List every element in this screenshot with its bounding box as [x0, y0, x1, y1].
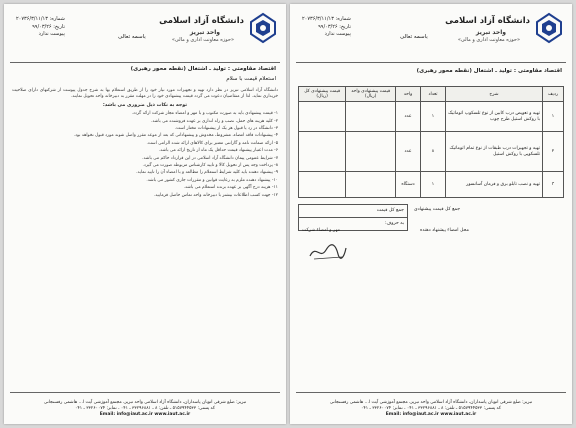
- col-header-description: شرح: [446, 87, 543, 102]
- greeting: استعلام قیمت با سلام: [226, 76, 276, 82]
- total-box: [298, 204, 408, 231]
- header-divider: [10, 62, 280, 63]
- letter-subject: اقتصاد مقاومتی : تولید ـ اشتغال (نقطه محور رهبری): [416, 68, 562, 74]
- item-unit: عدد: [396, 132, 421, 172]
- col-header-unit: واحد: [396, 87, 421, 102]
- letter-date: ۹۹/۰۳/۲۶: [318, 23, 338, 30]
- clause: ۴- پیشنهادات فاقد امضاء، مشروط، مخدوش و پیشنهاداتی که بعد از موعد مقرر واصل شوند مورد قبول نخواهد بود.: [73, 133, 278, 139]
- item-quantity: ۱: [421, 102, 446, 132]
- clause: ۱- قیمت پیشنهادی باید به صورت مکتوب و با مهر و امضاء مجاز شرکت ارائه گردد.: [131, 111, 278, 117]
- unit-price-cell[interactable]: [346, 102, 396, 132]
- footer-divider: [10, 392, 280, 393]
- item-unit: عدد: [396, 102, 421, 132]
- total-price-cell[interactable]: [299, 172, 346, 198]
- item-unit: دستگاه: [396, 172, 421, 198]
- item-description: تهیه و تعویض درب کابین از نوع تلسکوپ اتوماتیک با روکش استیل طرح چوب: [446, 102, 543, 132]
- unit-price-cell[interactable]: [346, 132, 396, 172]
- letter-footer: [10, 400, 280, 418]
- footer-address: تبریز: ضلع شرقی اتوبان پاسداران، دانشگاه آزاد اسلامی واحد تبریز، مجتمع آموزشی آیت ا... هاشمی رفسنجانی: [43, 400, 247, 405]
- letter-meta: [16, 16, 65, 39]
- clause: ۷- شرایط عمومی پیمان دانشگاه آزاد اسلامی در این قرارداد حاکم می باشد.: [142, 155, 278, 161]
- department-name: «حوزه معاونت اداری و مالی»: [171, 37, 234, 43]
- letter-header: [10, 10, 280, 62]
- date-label: تاریخ:: [53, 23, 65, 30]
- footer-email: Email: info@iaut.ac.ir www.iaut.ac.ir: [99, 412, 191, 417]
- clause: ۸- پرداخت وجه پس از تحویل کالا و تایید کارشناس مربوطه صورت می گیرد.: [142, 163, 278, 169]
- price-table: [298, 86, 564, 198]
- item-quantity: ۱: [421, 172, 446, 198]
- intro-paragraph: دانشگاه آزاد اسلامی تبریز در نظر دارد تهیه و تجهیزات مورد نیاز خود را از طریق استعلام بها به شرح جدول پیوست از شرکتهای دارای صلاحیت خریداری نماید. لذا از متقاضیان دعوت می گردد قیمت پیشنهادی خود را در مهلت مقرر به دبیرخانه واحد تحویل نمایند.: [12, 88, 278, 100]
- clause: ۳- دانشگاه در رد یا قبول هر یک از پیشنهادات مختار است.: [174, 126, 278, 132]
- bismillah: باسمه تعالی: [118, 34, 146, 40]
- price-table-page: [290, 4, 572, 424]
- footer-address: تبریز: ضلع شرقی اتوبان پاسداران، دانشگاه آزاد اسلامی واحد تبریز، مجتمع آموزشی آیت ا... هاشمی رفسنجانی: [329, 400, 533, 405]
- total-price-cell[interactable]: [299, 132, 346, 172]
- table-row: [299, 102, 564, 132]
- clause: ۲- کلیه هزینه های حمل، نصب و راه اندازی بر عهده فروشنده می باشد.: [151, 118, 278, 124]
- clause: ۵- ارائه ضمانت نامه و گارانتی معتبر برای کالاهای ارائه شده الزامی است.: [146, 140, 278, 146]
- col-header-unit-price: قیمت پیشنهادی واحد (ریال): [346, 87, 396, 102]
- total-price-cell[interactable]: [299, 102, 346, 132]
- item-description: تهیه و نصب تابلو برق و فرمان آسانسور: [446, 172, 543, 198]
- total-in-words-field[interactable]: به حروف:: [298, 218, 408, 231]
- letter-date: ۹۹/۰۳/۲۶: [32, 23, 52, 30]
- number-label: شماره:: [335, 16, 351, 22]
- table-header-row: [299, 87, 564, 102]
- clause: ۱۲- جهت کسب اطلاعات بیشتر با دبیرخانه واحد تماس حاصل فرمایید.: [153, 192, 278, 198]
- footer-divider: [296, 392, 566, 393]
- page-footer: [296, 400, 566, 418]
- row-number: ۳: [543, 172, 564, 198]
- bidder-signature-label: محل امضاء پیشنهاد دهنده: [420, 228, 469, 233]
- footer-contact: کد پستی: ۵۱۵۷۹۴۴۵۳۳ ـ تلفن: ۸ ـ ۳۳۲۹۶۸۸۱ ـ ۰۴۱ ، نمابر: ۳۳۲۶۰۰۷۴ ـ ۰۴۱: [361, 406, 501, 411]
- clause: ۶- مدت اعتبار پیشنهاد قیمت حداقل یک ماه از تاریخ ارائه می باشد.: [158, 148, 278, 154]
- university-name: دانشگاه آزاد اسلامی: [445, 16, 530, 26]
- table-row: [299, 132, 564, 172]
- department-name: «حوزه معاونت اداری و مالی»: [457, 37, 520, 43]
- date-label: تاریخ:: [339, 23, 351, 30]
- item-quantity: ۸: [421, 132, 446, 172]
- signature-icon: [308, 240, 348, 262]
- letter-page: [4, 4, 286, 424]
- clause: ۱۰- پیشنهاد دهنده ملزم به رعایت قوانین و مقررات جاری کشور می باشد.: [146, 177, 278, 183]
- unit-price-cell[interactable]: [346, 172, 396, 198]
- university-logo-icon: [248, 12, 278, 44]
- bismillah: باسمه تعالی: [400, 34, 428, 40]
- total-label: جمع کل قیمت پیشنهادی: [414, 207, 461, 212]
- company-stamp-label: مهر و امضاء شرکت: [302, 228, 341, 233]
- attachment-note: پیوست ندارد: [38, 31, 65, 37]
- col-header-quantity: تعداد: [421, 87, 446, 102]
- letter-meta: [302, 16, 351, 39]
- footer-contact: کد پستی: ۵۱۵۷۹۴۴۵۳۳ ـ تلفن: ۸ ـ ۳۳۲۹۶۸۸۱ ـ ۰۴۱ ، نمابر: ۳۳۲۶۰۰۷۴ ـ ۰۴۱: [75, 406, 215, 411]
- letter-number: ۲۰۷۳۶/۳/۱۱/۱۳: [302, 16, 334, 22]
- university-logo-icon: [534, 12, 564, 44]
- university-name: دانشگاه آزاد اسلامی: [159, 16, 244, 26]
- col-header-row-number: ردیف: [543, 87, 564, 102]
- col-header-total-price: قیمت پیشنهادی کل (ریال): [299, 87, 346, 102]
- item-description: تهیه و تجهیزات درب طبقات از نوع تمام اتوماتیک تلسکوپی با روکش استیل: [446, 132, 543, 172]
- attachment-note: پیوست ندارد: [324, 31, 351, 37]
- letter-subject: اقتصاد مقاومتی : تولید ـ اشتغال (نقطه محور رهبری): [130, 66, 276, 72]
- table-row: [299, 172, 564, 198]
- letter-body: [12, 88, 278, 200]
- notes-heading: توجه به نکات ذیل ضروری می باشد:: [102, 102, 188, 108]
- number-label: شماره:: [49, 16, 65, 22]
- clause: ۱۱- هزینه درج آگهی بر عهده برنده استعلام می باشد.: [183, 185, 278, 191]
- table-page-header: [296, 10, 566, 62]
- row-number: ۱: [543, 102, 564, 132]
- clause: ۹- پیشنهاد دهنده باید کلیه شرایط استعلام را مطالعه و با امضاء آن را تایید نماید.: [136, 170, 278, 176]
- branch-name: واحد تبریز: [475, 29, 506, 36]
- footer-email: Email: info@iaut.ac.ir www.iaut.ac.ir: [385, 412, 477, 417]
- letter-number: ۲۰۷۳۶/۳/۱۱/۱۳: [16, 16, 48, 22]
- row-number: ۲: [543, 132, 564, 172]
- header-divider: [296, 62, 566, 63]
- branch-name: واحد تبریز: [189, 29, 220, 36]
- total-sum-field[interactable]: جمع کل قیمت: [298, 204, 408, 218]
